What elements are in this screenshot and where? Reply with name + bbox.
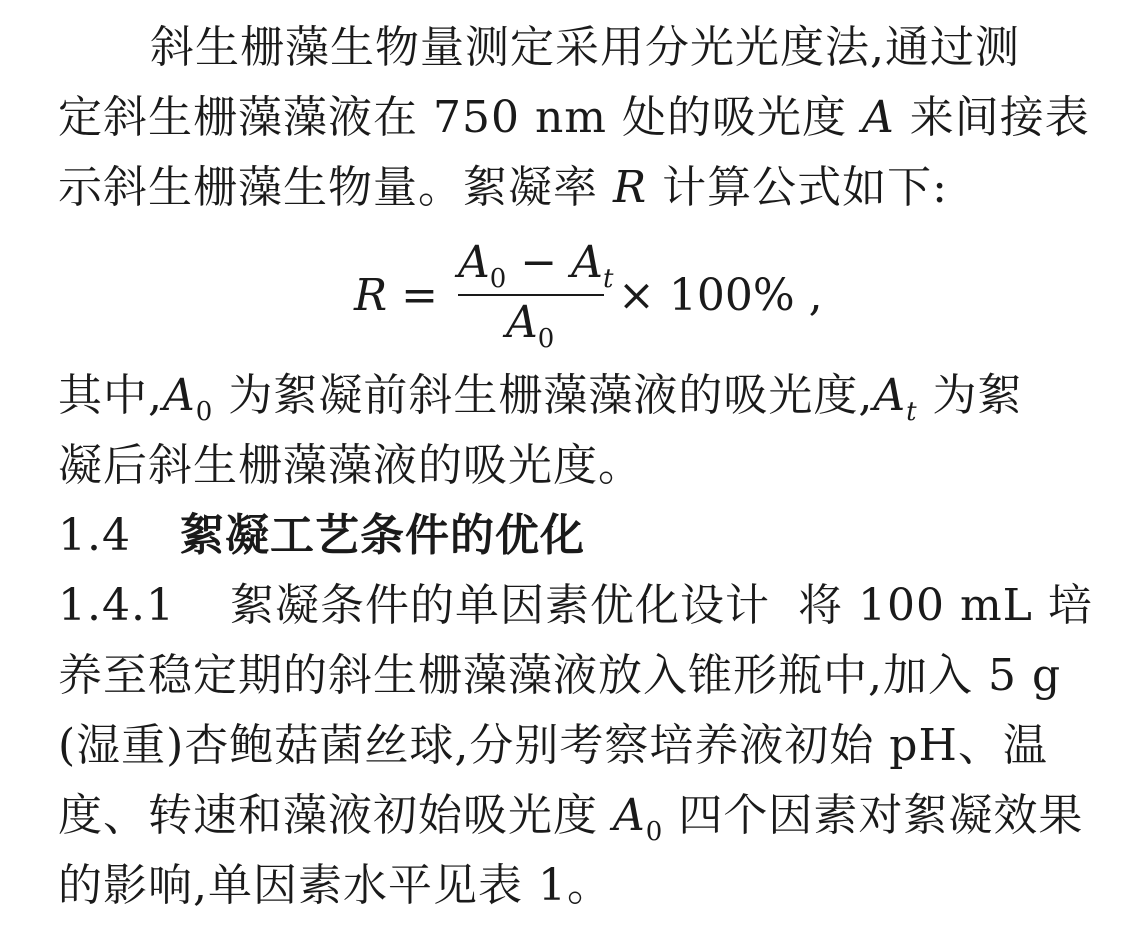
formula-lhs: R = — [354, 270, 438, 321]
paragraph-2-line-1 — [58, 366, 1023, 426]
text-span: 定斜生栅藻藻液在 750 nm 处的吸光度 — [58, 92, 862, 143]
formula-denominator — [506, 296, 554, 356]
subsection-line-3 — [58, 716, 1048, 776]
text-span: 为絮凝前斜生栅藻藻液的吸光度, — [213, 370, 874, 421]
subsection-line-2 — [58, 646, 1061, 706]
variable-a: A — [571, 237, 603, 288]
subsection-line-5 — [58, 856, 612, 916]
section-number: 1.4 — [58, 510, 131, 561]
variable-r: R — [613, 162, 648, 213]
subscript: 0 — [645, 817, 664, 847]
text-span: 计算公式如下: — [647, 162, 948, 213]
section-heading — [58, 506, 585, 566]
subscript: t — [906, 397, 918, 427]
text-span: (湿重)杏鲍菇菌丝球,分别考察培养液初始 pH、温 — [58, 720, 1048, 771]
text-span: 四个因素对絮凝效果 — [663, 790, 1084, 841]
text-span: 将 100 mL 培 — [798, 580, 1093, 631]
paragraph-1-line-2 — [58, 88, 1090, 148]
variable-a: A — [613, 790, 646, 841]
formula-rhs: × 100% , — [618, 270, 823, 321]
variable-a: A — [163, 370, 196, 421]
text-span: 度、转速和藻液初始吸光度 — [58, 790, 613, 841]
variable-a: A — [506, 297, 538, 348]
text-span: 凝后斜生栅藻藻液的吸光度。 — [58, 440, 643, 491]
subsection-line-4 — [58, 786, 1083, 846]
subscript: 0 — [195, 397, 214, 427]
formula-numerator — [458, 236, 614, 296]
subscript: 0 — [537, 324, 555, 354]
variable-a: A — [458, 237, 490, 288]
text-span: 为絮 — [917, 370, 1023, 421]
text-span: 其中, — [58, 370, 163, 421]
text-span: 养至稳定期的斜生栅藻藻液放入锥形瓶中,加入 5 g — [58, 650, 1062, 701]
variable-a: A — [862, 92, 895, 143]
section-title: 絮凝工艺条件的优化 — [180, 510, 585, 561]
subsection-number: 1.4.1 — [58, 580, 175, 631]
text-span: 斜生栅藻生物量测定采用分光光度法,通过测 — [150, 22, 1020, 73]
subsection-line-1 — [58, 576, 1093, 636]
text-span: 示斜生栅藻生物量。絮凝率 — [58, 162, 613, 213]
subscript: t — [602, 264, 614, 294]
paragraph-1-line-1 — [150, 18, 1020, 78]
paragraph-1-line-3 — [58, 158, 948, 218]
text-span: 来间接表 — [894, 92, 1090, 143]
variable-a: A — [873, 370, 907, 421]
subscript: 0 — [489, 264, 507, 294]
text-span: 的影响,单因素水平见表 1。 — [58, 860, 612, 911]
subsection-title: 絮凝条件的单因素优化设计 — [230, 580, 770, 631]
minus-operator: − — [506, 237, 572, 288]
flocculation-rate-formula — [354, 236, 874, 356]
paragraph-2-line-2 — [58, 436, 643, 496]
